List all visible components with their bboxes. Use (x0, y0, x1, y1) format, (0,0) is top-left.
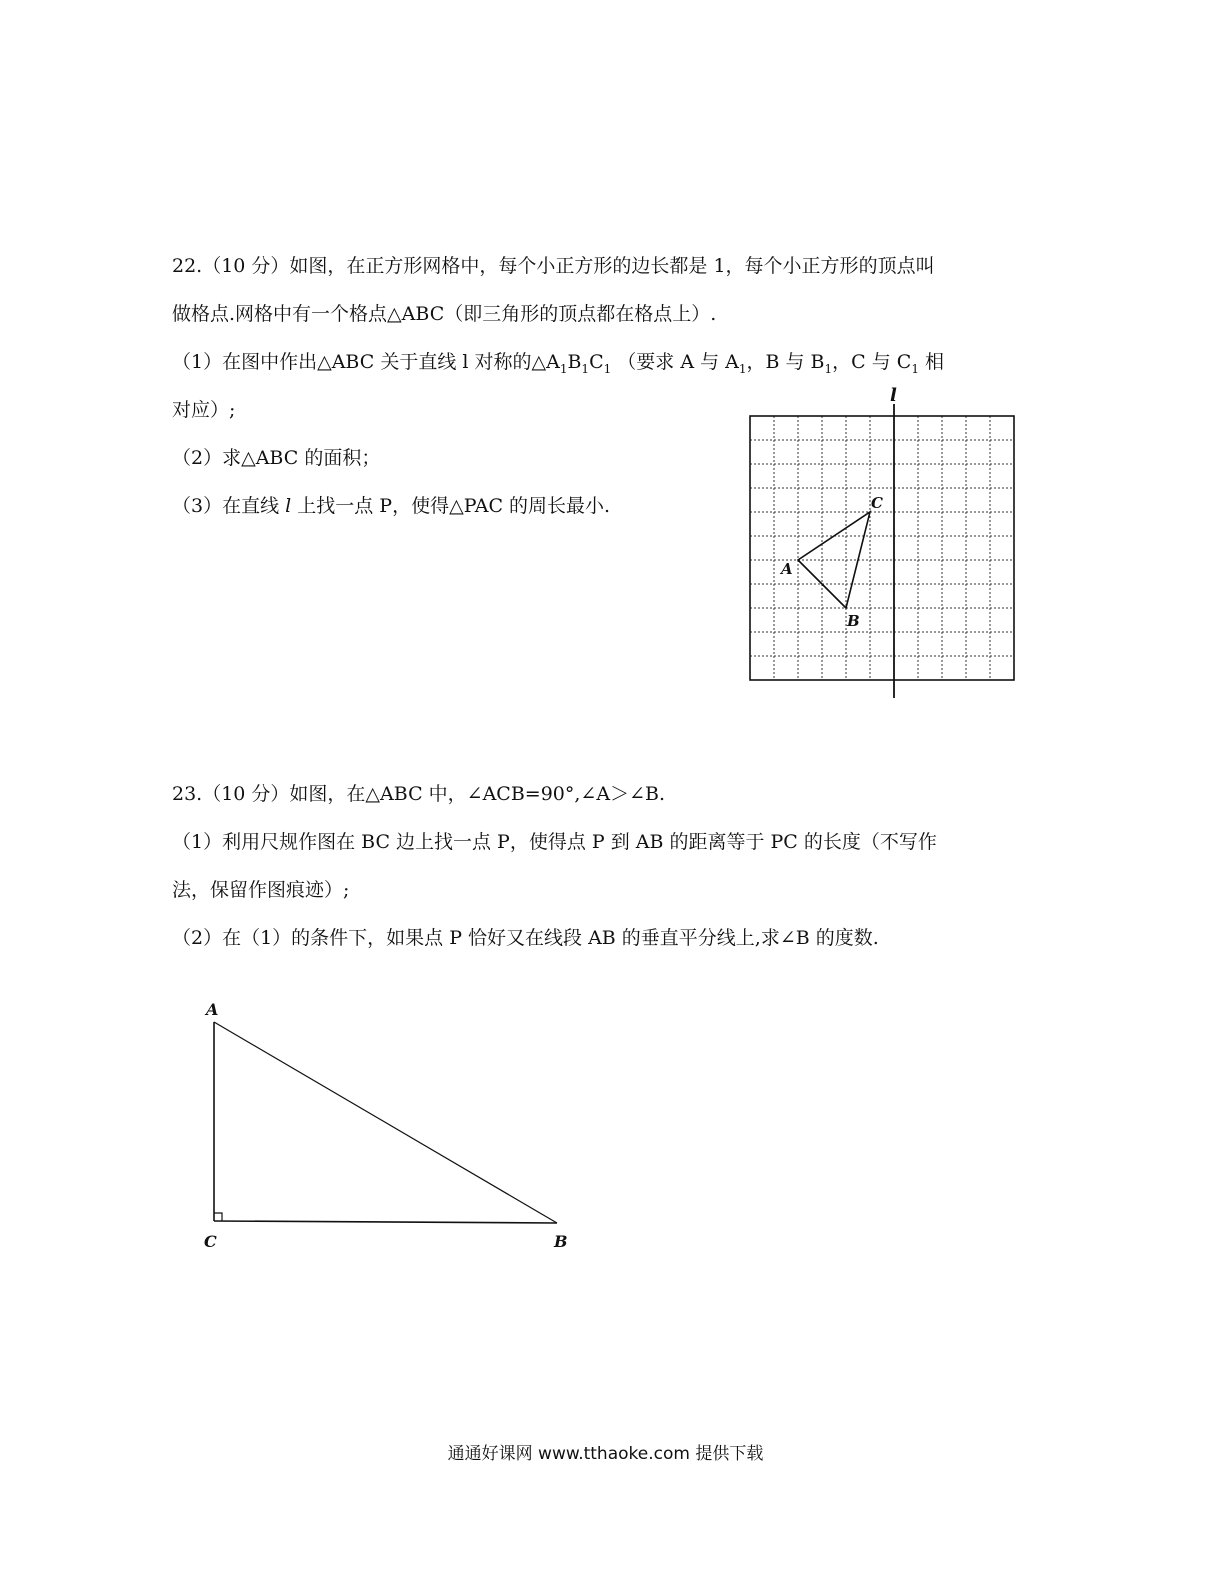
side-cb (214, 1221, 557, 1223)
q23-part1-cont: 法，保留作图痕迹）; (172, 879, 350, 901)
q22-part1-text-e: ，B 与 B (746, 351, 825, 373)
q22-part1-text-d: （要求 A 与 A (611, 351, 739, 373)
q22-part1-text-g: 相 (918, 351, 944, 373)
q22-part2: （2）求△ABC 的面积； (172, 447, 381, 469)
side-ab (214, 1022, 557, 1223)
grid-lines (750, 416, 1014, 680)
q22-part1-text-a: （1）在图中作出△ABC 关于直线 l 对称的△A (172, 351, 560, 373)
label-c: C (871, 494, 883, 512)
q22-part1-sub3: 1 (603, 361, 612, 376)
q23-part2: （2）在（1）的条件下，如果点 P 恰好又在线段 AB 的垂直平分线上,求∠B 的度数. (172, 927, 879, 949)
q23-triangle-svg (195, 995, 585, 1255)
q22-part1-sub5: 1 (824, 361, 833, 376)
q22-figure (740, 385, 1030, 705)
grid-border (750, 416, 1014, 680)
q22-part1-text-f: ，C 与 C (832, 351, 912, 373)
q23-part1: （1）利用尺规作图在 BC 边上找一点 P，使得点 P 到 AB 的距离等于 PC 的长度（不写作 (172, 831, 937, 853)
q22-part1-sub4: 1 (738, 361, 747, 376)
label-b: B (847, 612, 860, 630)
q22-part3-text-b: 上找一点 P，使得△PAC 的周长最小. (291, 495, 611, 517)
q22-part1-cont: 对应）; (172, 399, 236, 421)
q22-line1: 22.（10 分）如图，在正方形网格中，每个小正方形的边长都是 1，每个小正方形的顶点叫 (172, 255, 935, 277)
q22-part1-text-b: B (567, 351, 582, 373)
q22-line2: 做格点.网格中有一个格点△ABC（即三角形的顶点都在格点上）. (172, 303, 717, 325)
label-c: C (204, 1232, 217, 1251)
label-b: B (554, 1232, 568, 1251)
q22-part1 (172, 350, 944, 374)
label-a: A (206, 1000, 219, 1019)
q23-figure (195, 995, 585, 1255)
label-a: A (781, 560, 793, 578)
q22-part1-sub2: 1 (581, 361, 590, 376)
q22-part1-sub1: 1 (559, 361, 568, 376)
right-angle-mark (214, 1213, 222, 1221)
q22-grid-svg (740, 385, 1030, 705)
q22-part1-sub6: 1 (911, 361, 919, 376)
q22-part3-text-a: （3）在直线 (172, 495, 286, 517)
q22-part1-text-c: C (589, 351, 604, 373)
axis-line-l-label: l (890, 385, 897, 406)
page-footer: 通通好课网 www.tthaoke.com 提供下载 (447, 1444, 764, 1464)
q22-part3 (172, 494, 610, 518)
q22-part3-line-l: l (285, 495, 292, 517)
q23-line1: 23.（10 分）如图，在△ABC 中，∠ACB=90°,∠A＞∠B. (172, 783, 665, 805)
